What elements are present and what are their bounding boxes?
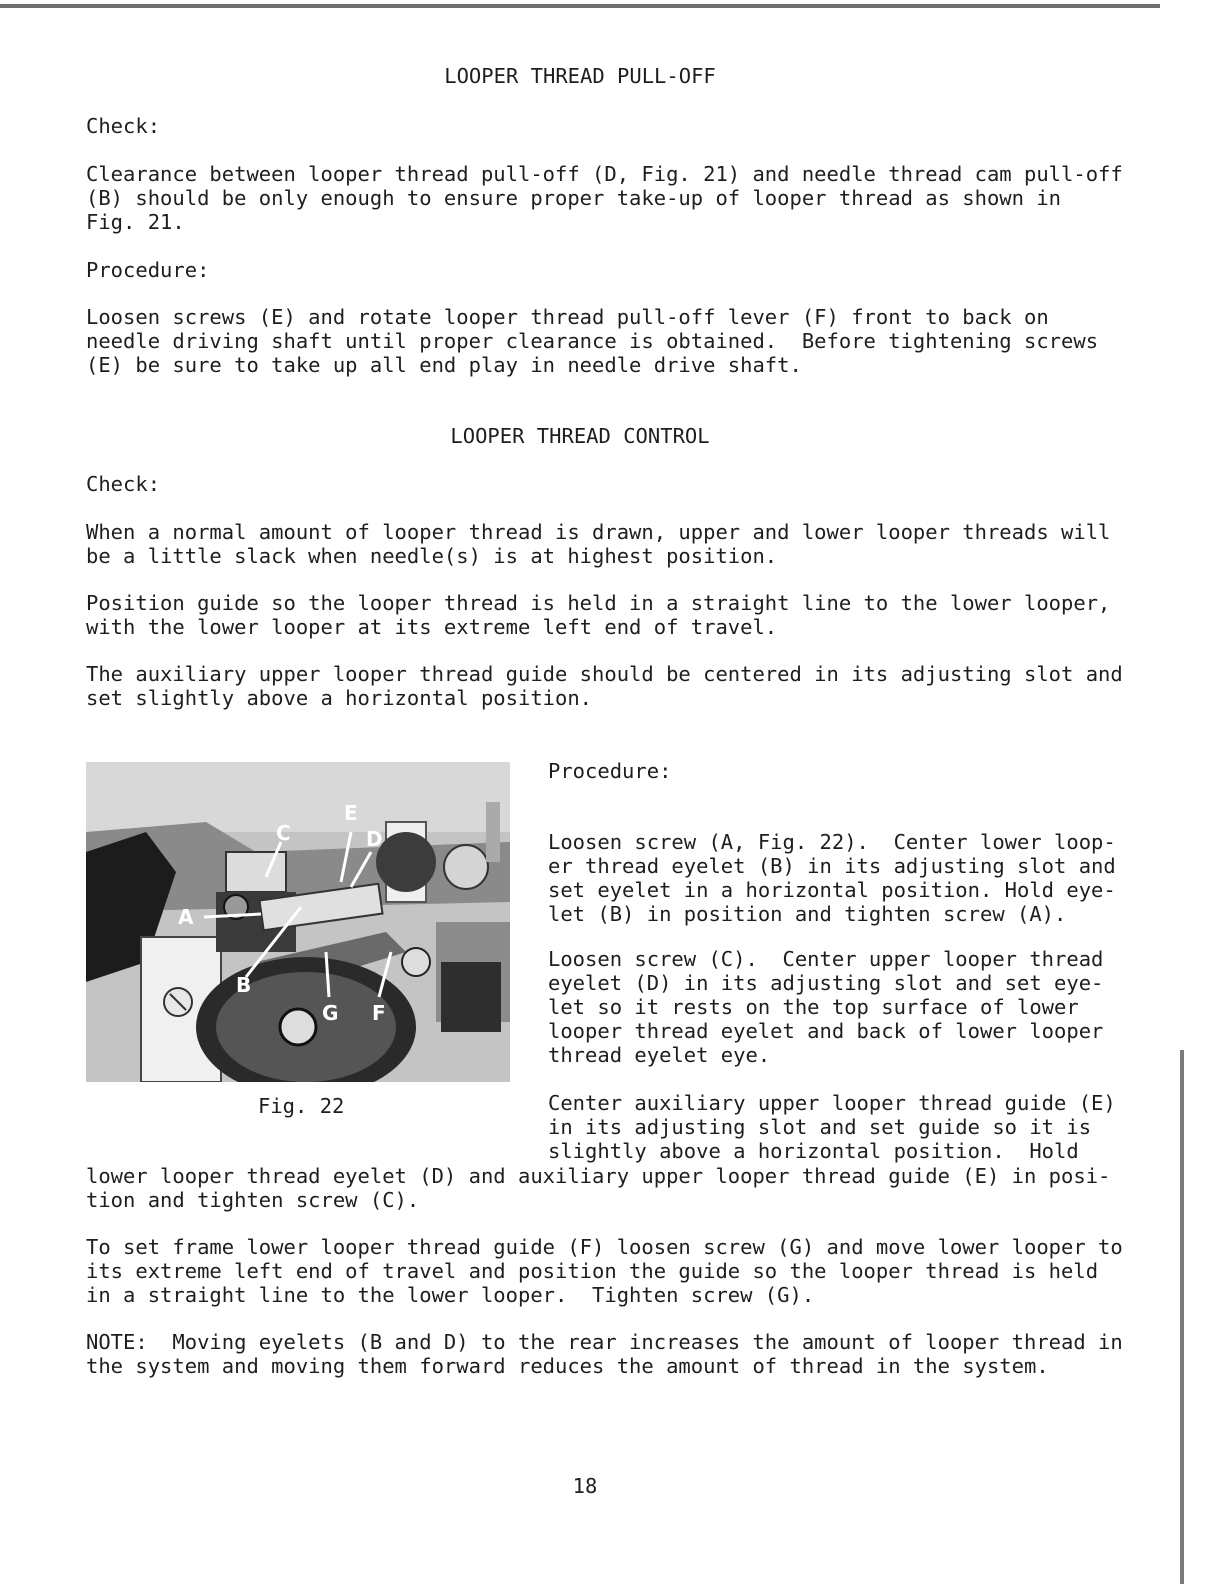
procedure-step-2: Loosen screw (C). Center upper looper thread eyelet (D) in its adjusting slot and set eye- let so it rests on the top surface of lower looper thread eyelet and back of lower looper thread eyelet eye. bbox=[548, 947, 1104, 1067]
check-para-2: Position guide so the looper thread is held in a straight line to the lower looper, with the lower looper at its extreme left end of travel. bbox=[86, 591, 1111, 639]
note-text: NOTE: Moving eyelets (B and D) to the rear increases the amount of looper thread in the system and moving them forward reduces the amount of thread in the system. bbox=[86, 1330, 1123, 1378]
label-c: C bbox=[276, 821, 291, 845]
procedure-step-1: Loosen screw (A, Fig. 22). Center lower loop- er thread eyelet (B) in its adjusting slot and set eyelet in a horizontal position. Hold eye- let (B) in position and tighten screw (A). bbox=[548, 830, 1116, 926]
machine-photo-illustration bbox=[86, 762, 510, 1082]
procedure-text-1: Loosen screws (E) and rotate looper thread pull-off lever (F) front to back on needle driving shaft until proper clearance is obtained. Before tightening screws (E) be sure to take up all end play in needle drive shaft. bbox=[86, 305, 1099, 377]
procedure-step-4: To set frame lower looper thread guide (F) loosen screw (G) and move lower looper to its extreme left end of travel and position the guide so the looper thread is held in a straight line to the lower looper. Tighten screw (G). bbox=[86, 1235, 1123, 1307]
procedure-label-2: Procedure: bbox=[548, 759, 672, 783]
check-para-1: When a normal amount of looper thread is drawn, upper and lower looper threads will be a little slack when needle(s) is at highest position. bbox=[86, 520, 1111, 568]
label-b: B bbox=[236, 973, 252, 997]
label-g: G bbox=[322, 1001, 339, 1025]
figure-caption: Fig. 22 bbox=[258, 1094, 345, 1118]
check-label-1: Check: bbox=[86, 114, 161, 138]
page-number: 18 bbox=[572, 1474, 598, 1498]
label-f: F bbox=[372, 1001, 386, 1025]
procedure-label-1: Procedure: bbox=[86, 258, 210, 282]
section-title-control: LOOPER THREAD CONTROL bbox=[450, 424, 710, 448]
check-label-2: Check: bbox=[86, 472, 161, 496]
procedure-step-3: Center auxiliary upper looper thread guide (E) in its adjusting slot and set guide so it is slightly above a horizontal position. Hold bbox=[548, 1091, 1116, 1163]
figure-22-photo bbox=[86, 762, 510, 1082]
label-d: D bbox=[366, 827, 383, 851]
top-edge-rule bbox=[0, 4, 1160, 8]
label-e: E bbox=[344, 801, 358, 825]
section-title-pull-off: LOOPER THREAD PULL-OFF bbox=[444, 64, 716, 88]
page-edge-shadow bbox=[1180, 1050, 1184, 1584]
label-a: A bbox=[178, 905, 194, 929]
check-text-1: Clearance between looper thread pull-off (D, Fig. 21) and needle thread cam pull-off (B) should be only enough to ensure proper take-up of looper thread as shown in Fig. 21. bbox=[86, 162, 1123, 234]
procedure-step-3-continued: lower looper thread eyelet (D) and auxiliary upper looper thread guide (E) in posi- tion and tighten screw (C). bbox=[86, 1164, 1111, 1212]
check-para-3: The auxiliary upper looper thread guide should be centered in its adjusting slot and set slightly above a horizontal position. bbox=[86, 662, 1123, 710]
